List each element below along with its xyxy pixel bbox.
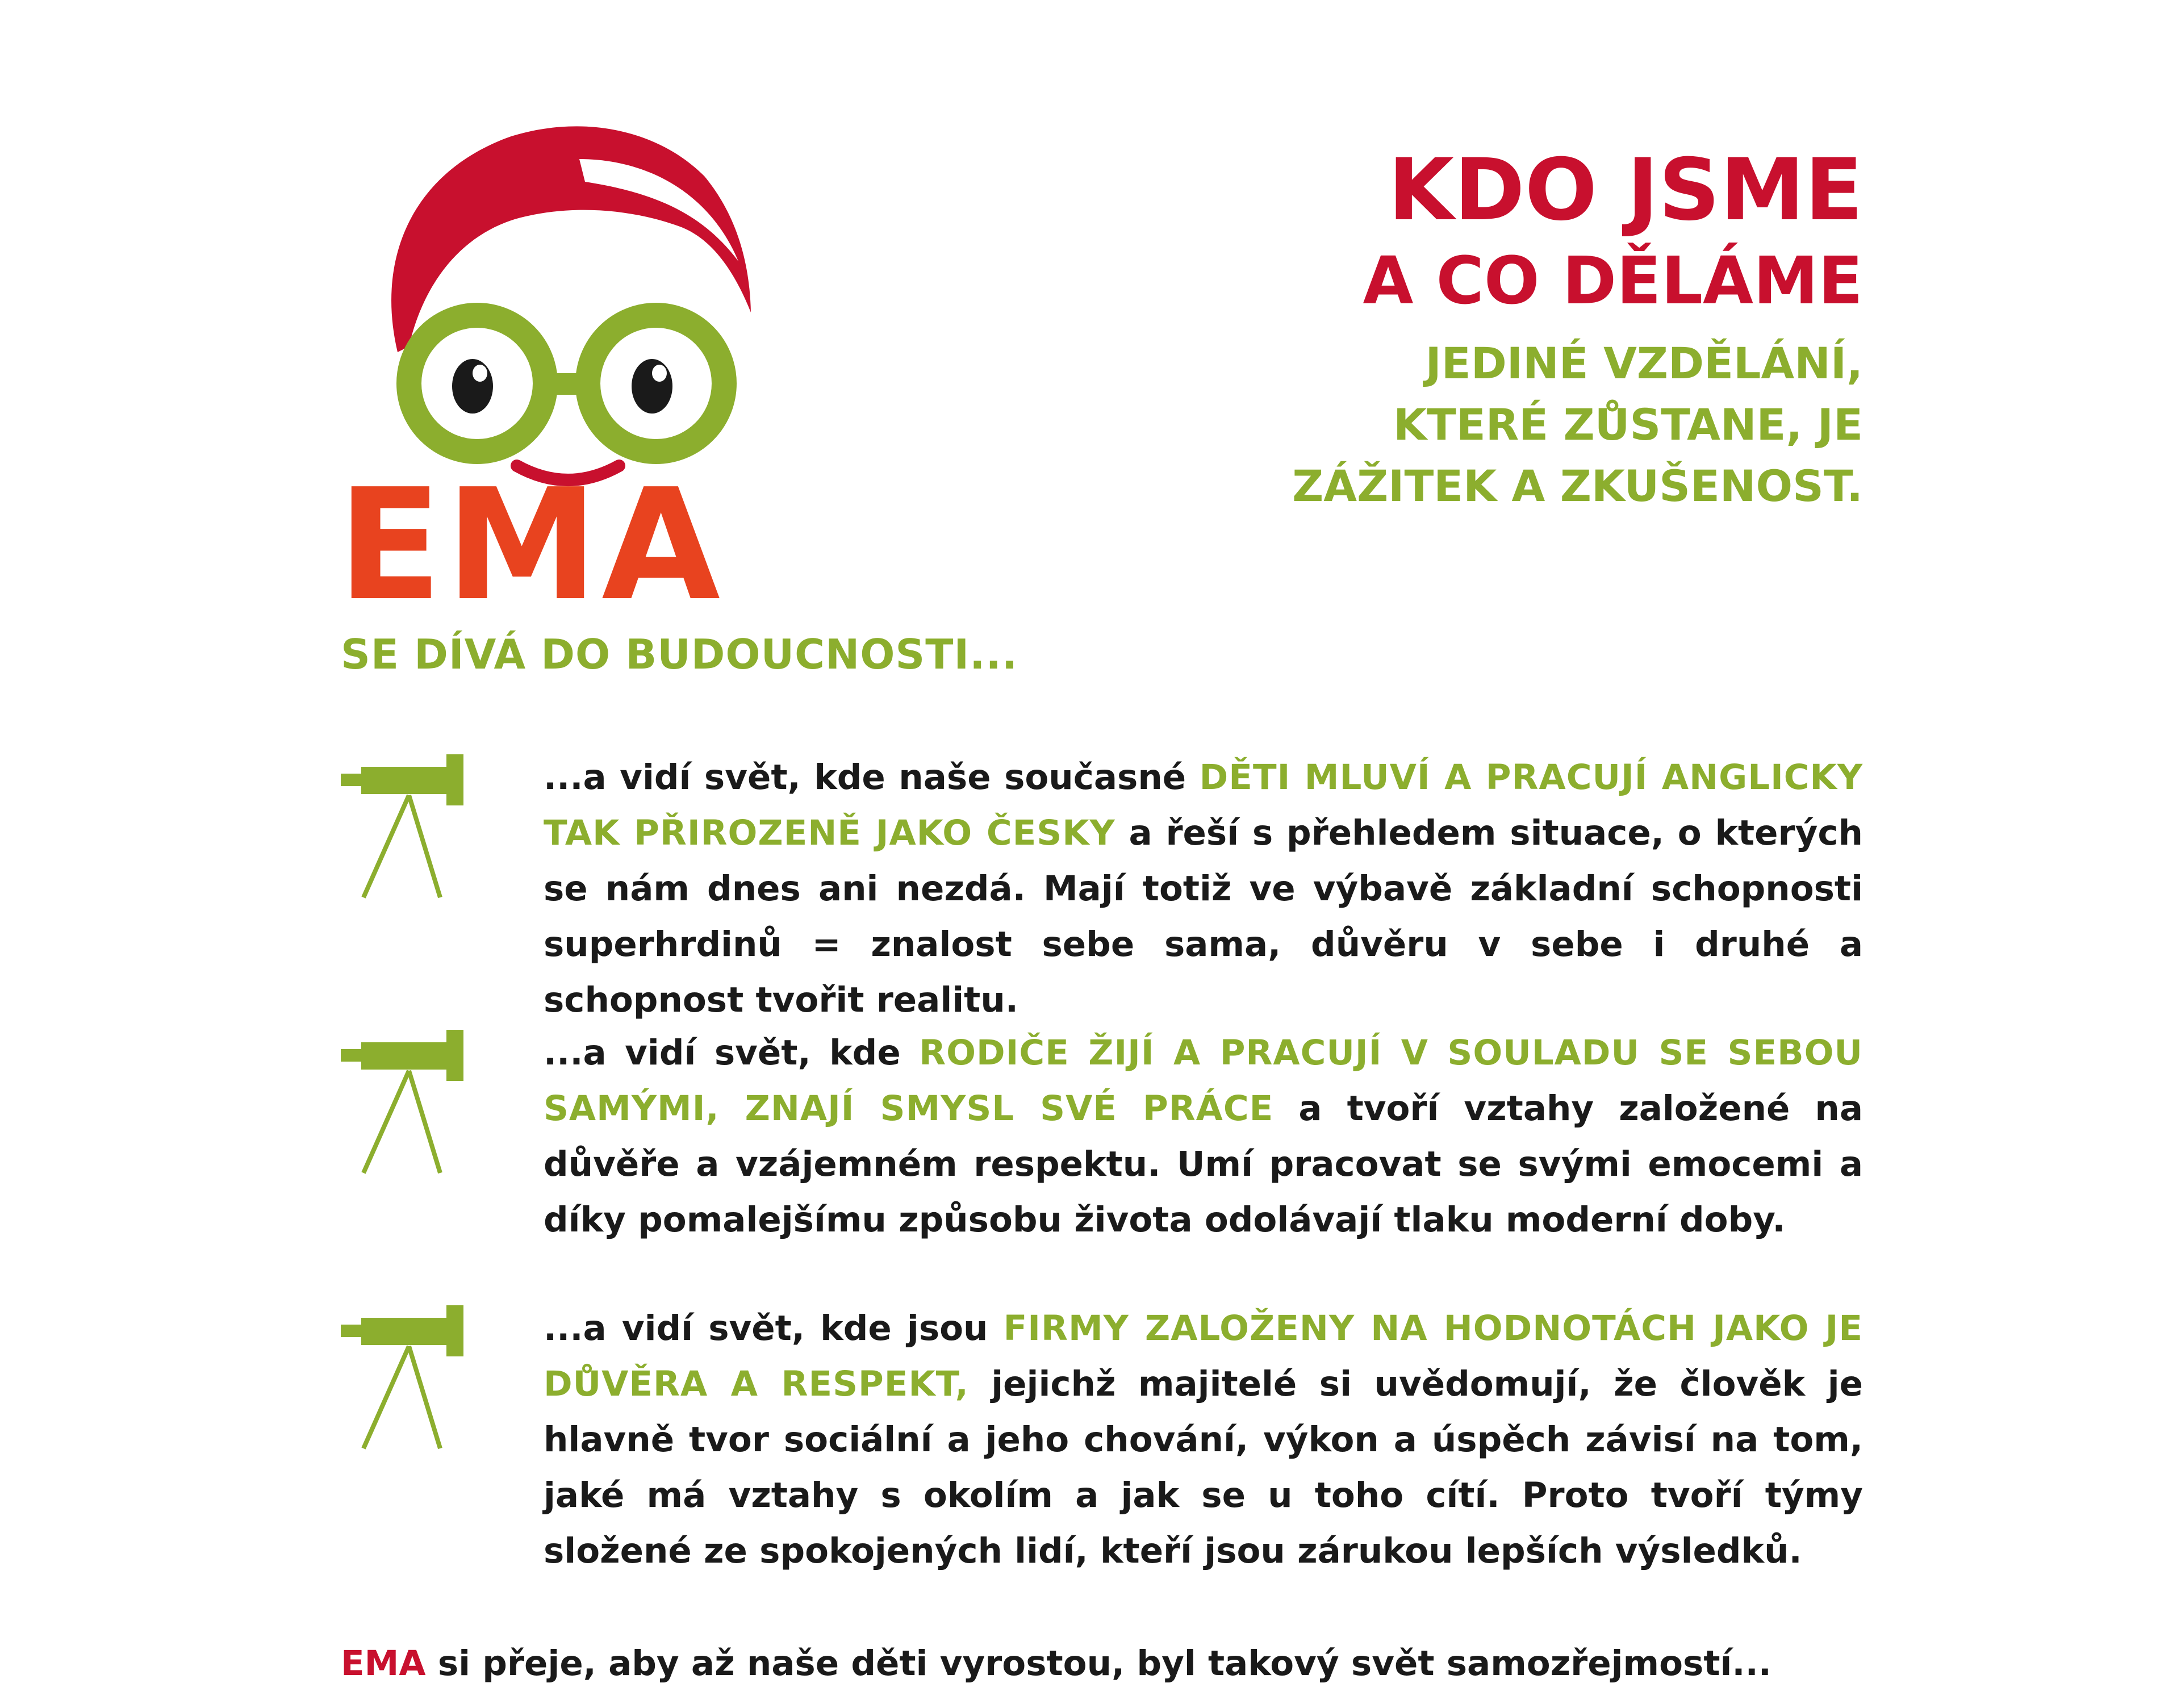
telescope-icon: [341, 1025, 466, 1179]
heading-line-2: A CO DĚLÁME: [1363, 243, 1863, 319]
vision-lead: ...a vidí svět, kde jsou: [544, 1308, 1004, 1348]
subheading-line-1: JEDINÉ VZDĚLÁNÍ,: [1425, 338, 1863, 389]
footer-text: si přeje, aby až naše děti vyrostou, byl takový svět samozřejmostí...: [425, 1643, 1771, 1684]
footer-brand: EMA: [341, 1643, 426, 1684]
ema-logo: [337, 125, 807, 634]
vision-lead: ...a vidí svět, kde naše současné: [544, 757, 1200, 797]
vision-rest: jejichž majitelé si uvědomují, že člověk je hlavně tvor sociální a jeho chování, výkon a úspěch závisí na tom, jaké má vztahy s okolím a jak se u toho cítí. Proto tvoří týmy složené ze spokojených lidí, kteří jsou zárukou lepších výsledků.: [544, 1364, 1863, 1571]
page-heading: [1292, 142, 1863, 516]
heading-line-1: KDO JSME: [1388, 141, 1863, 240]
vision-text: [544, 750, 1863, 1028]
tagline: SE DÍVÁ DO BUDOUCNOSTI...: [341, 630, 1018, 678]
subheading-line-3: ZÁŽITEK A ZKUŠENOST.: [1292, 461, 1863, 511]
logo-wordmark: EMA: [337, 456, 724, 634]
footer: [341, 1636, 1874, 1692]
subheading-line-2: KTERÉ ZŮSTANE, JE: [1393, 399, 1863, 450]
vision-text: [544, 1301, 1863, 1579]
vision-highlight: FIRMY ZALOŽENY NA HODNOTÁCH JAKO JE DŮVĚRA A RESPEKT,: [544, 1308, 1864, 1404]
telescope-icon: [341, 1301, 466, 1454]
vision-text: [544, 1025, 1863, 1248]
vision-lead: ...a vidí svět, kde: [544, 1033, 920, 1073]
vision-highlight: RODIČE ŽIJÍ A PRACUJÍ V SOULADU SE SEBOU SAMÝMI, ZNAJÍ SMYSL SVÉ PRÁCE: [544, 1033, 1863, 1129]
vision-highlight: DĚTI MLUVÍ A PRACUJÍ ANGLICKY TAK PŘIROZENĚ JAKO ČESKY: [544, 757, 1863, 853]
vision-rest: a tvoří vztahy založené na důvěře a vzájemném respektu. Umí pracovat se svými emocemi a díky pomalejšímu způsobu života odolávají tlaku moderní doby.: [544, 1088, 1863, 1240]
vision-rest: a řeší s přehledem situace, o kterých se nám dnes ani nezdá. Mají totiž ve výbavě základní schopnosti superhrdinů = znalost sebe sama, důvěru v sebe i druhé a schopnost tvořit realitu.: [544, 813, 1863, 1020]
telescope-icon: [341, 750, 466, 903]
footer-line: [341, 1636, 1874, 1692]
